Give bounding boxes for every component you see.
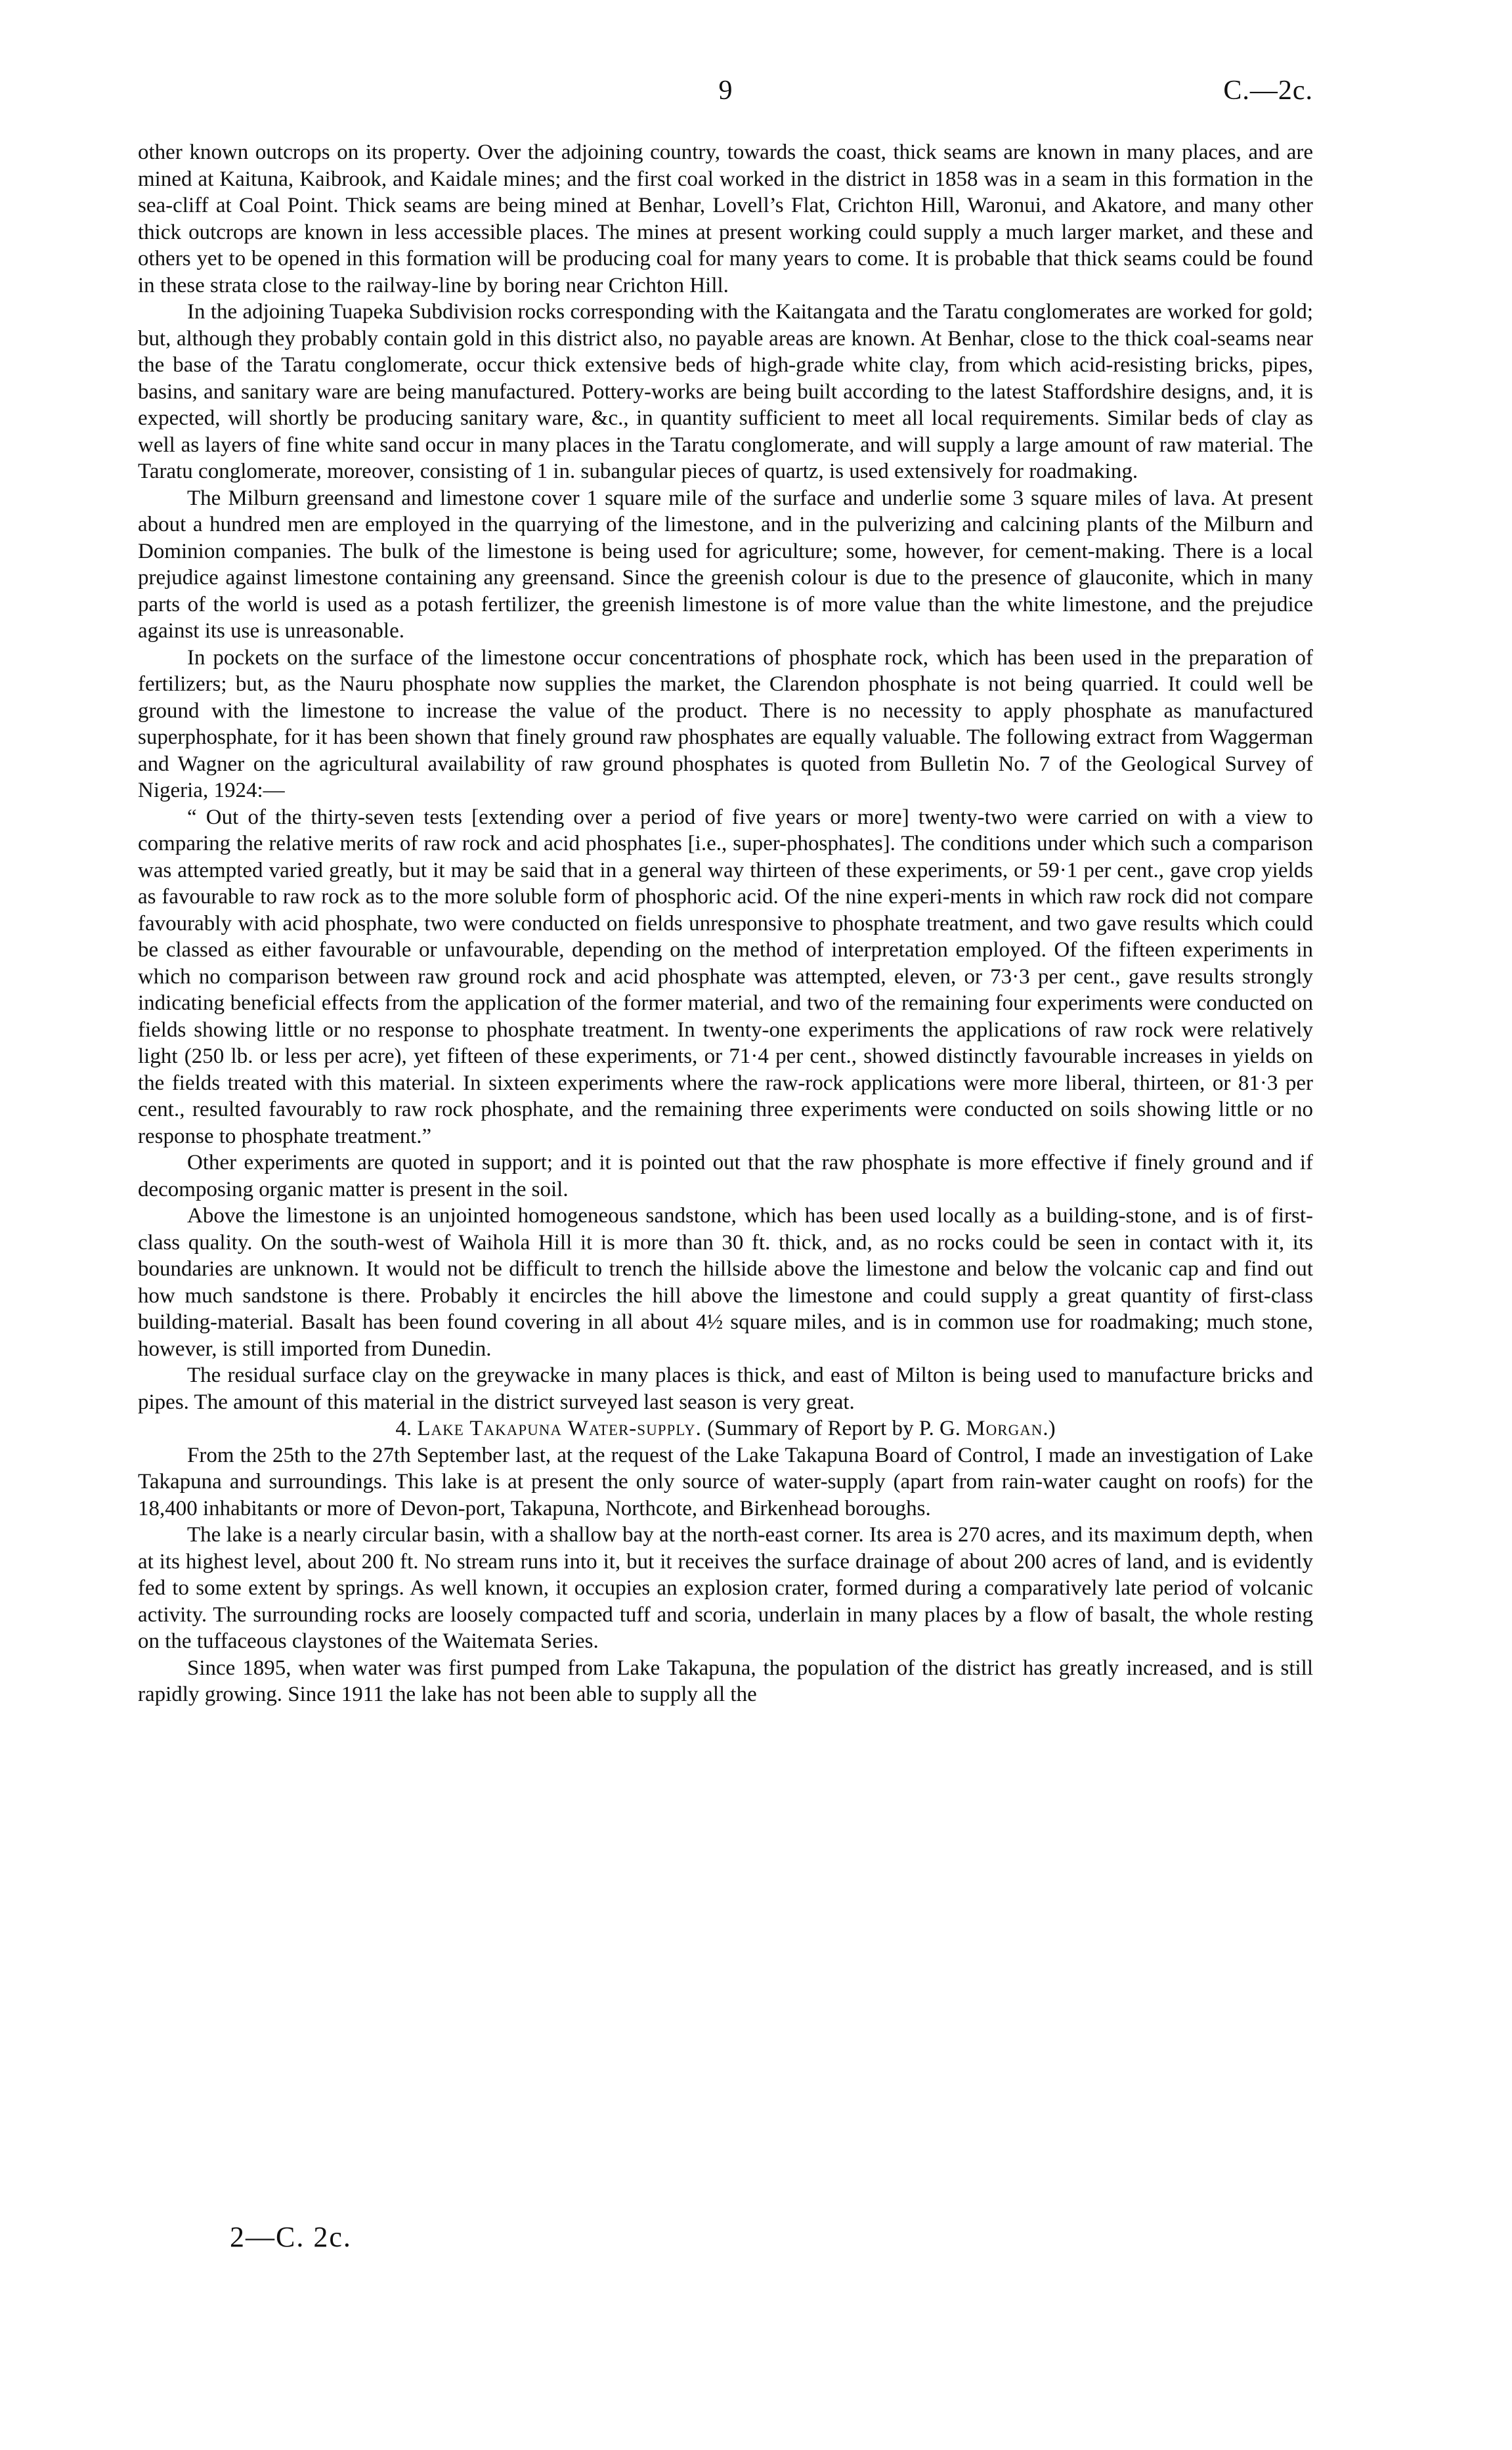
- paragraph-1: other known outcrops on its property. Over the adjoining country, towards the coast, thick seams are known in many places, and are mined at Kaituna, Kaibrook, and Kaidale mines; and the first coal worked in the district in 1858 was in a seam in this formation in the sea-cliff at Coal Point. Thick seams are being mined at Benhar, Lovell’s Flat, Crichton Hill, Waronui, and Akatore, and many other thick outcrops are known in less accessible places. The mines at present working could supply a much larger market, and these and others yet to be opened in this formation will be producing coal for many years to come. It is probable that thick seams could be found in these strata close to the railway-line by boring near Crichton Hill.: [138, 140, 1313, 297]
- paragraph-7: Above the limestone is an unjointed homogeneous sandstone, which has been used locally as a building-stone, and is of first-class quality. On the south-west of Waihola Hill it is more than 30 ft. thick, and, as no rocks could be seen in contact with it, its boundaries are unknown. It would not be difficult to trench the hillside above the limestone and below the volcanic cap and find out how much sandstone is there. Probably it encircles the hill above the limestone and could supply a great quantity of first-class building-material. Basalt has been found covering in all about 4½ square miles, and is in common use for roadmaking; much stone, however, is still imported from Dunedin.: [138, 1204, 1313, 1361]
- page-header: [138, 71, 1313, 110]
- section-number: 4.: [395, 1417, 412, 1440]
- paragraph-4: In pockets on the surface of the limestone occur concentrations of phosphate rock, which has been used in the preparation of fertilizers; but, as the Nauru phosphate now supplies the market, the Clarendon phosphate is not being quarried. It could well be ground with the limestone to increase the value of the product. There is no necessity to apply phosphate as manufactured superphosphate, for it has been shown that finely ground raw phosphates are equally valuable. The following extract from Waggerman and Wagner on the agricultural availability of raw ground phosphates is quoted from Bulletin No. 7 of the Geological Survey of Nigeria, 1924:—: [138, 645, 1313, 802]
- section-paragraph-3: Since 1895, when water was first pumped from Lake Takapuna, the population of the district has greatly increased, and is still rapidly growing. Since 1911 the lake has not been able to supply all the: [138, 1656, 1313, 1706]
- signature-mark: 2—C. 2c.: [230, 2221, 352, 2253]
- body-text: [138, 139, 1313, 1708]
- paragraph-2: In the adjoining Tuapeka Subdivision rocks corresponding with the Kaitangata and the Taratu conglomerates are worked for gold; but, although they probably contain gold in this district also, no payable areas are known. At Benhar, close to the thick coal-seams near the base of the Taratu conglomerate, occur thick extensive beds of high-grade white clay, from which acid-resisting bricks, pipes, basins, and sanitary ware are being manufactured. Pottery-works are being built according to the latest Staffordshire designs, and, it is expected, will shortly be producing sanitary ware, &c., in quantity sufficient to meet all local requirements. Similar beds of clay as well as layers of fine white sand occur in many places in the Taratu conglomerate, and will supply a large amount of raw material. The Taratu conglomerate, moreover, consisting of 1 in. subangular pieces of quartz, is used extensively for roadmaking.: [138, 300, 1313, 483]
- page-number: 9: [718, 75, 733, 106]
- section-title: Lake Takapuna Water-supply.: [417, 1417, 702, 1440]
- section-summary-prefix: (Summary of Report by P. G.: [707, 1417, 961, 1440]
- section-author: Morgan: [966, 1417, 1043, 1440]
- paragraph-3: The Milburn greensand and limestone cover 1 square mile of the surface and underlie some 3 square miles of lava. At present about a hundred men are employed in the quarrying of the limestone, and in the pulverizing and calcining plants of the Milburn and Dominion companies. The bulk of the limestone is being used for agriculture; some, however, for cement-making. There is a local prejudice against limestone containing any greensand. Since the greenish colour is due to the presence of glauconite, which in many parts of the world is used as a potash fertilizer, the greenish limestone is of more value than the white limestone, and the prejudice against its use is unreasonable.: [138, 486, 1313, 643]
- section-summary-suffix: .): [1043, 1417, 1056, 1440]
- quotation-paragraph: “ Out of the thirty-seven tests [extending over a period of five years or more] twenty-two were carried on with a view to comparing the relative merits of raw rock and acid phosphates [i.e., super-phosphates]. The conditions under which such a comparison was attempted varied greatly, but it may be said that in a general way thirteen of these experiments, or 59·1 per cent., gave crop yields as favourable to raw rock as to the more soluble form of phosphoric acid. Of the nine experi-ments in which raw rock did not compare favourably with acid phosphate, two were conducted on fields unresponsive to phosphate treatment, and two gave results which could be classed as either favourable or unfavourable, depending on the method of interpretation employed. Of the fifteen experiments in which no comparison between raw ground rock and acid phosphate was attempted, eleven, or 73·3 per cent., gave results strongly indicating beneficial effects from the application of the former material, and two of the remaining four experiments were conducted on fields showing little or no response to phosphate treatment. In twenty-one experiments the applications of raw rock were relatively light (250 lb. or less per acre), yet fifteen of these experiments, or 71·4 per cent., showed distinctly favourable increases in yields on the fields treated with this material. In sixteen experiments where the raw-rock applications were more liberal, thirteen, or 81·3 per cent., resulted favourably to raw rock phosphate, and the remaining three experiments were conducted on soils showing little or no response to phosphate treatment.”: [138, 805, 1313, 1148]
- paragraph-6: Other experiments are quoted in support; and it is pointed out that the raw phosphate is more effective if finely ground and if decomposing organic matter is present in the soil.: [138, 1151, 1313, 1201]
- section-paragraph-1: From the 25th to the 27th September last, at the request of the Lake Takapuna Board of Control, I made an investigation of Lake Takapuna and surroundings. This lake is at present the only source of water-supply (apart from rain-water caught on roofs) for the 18,400 inhabitants or more of Devon-port, Takapuna, Northcote, and Birkenhead boroughs.: [138, 1443, 1313, 1520]
- section-paragraph-2: The lake is a nearly circular basin, with a shallow bay at the north-east corner. Its area is 270 acres, and its maximum depth, when at its highest level, about 200 ft. No stream runs into it, but it receives the surface drainage of about 200 acres of land, and is evidently fed to some extent by springs. As well known, it occupies an explosion crater, formed during a comparatively late period of volcanic activity. The surrounding rocks are loosely compacted tuff and scoria, underlain in many places by a flow of basalt, the whole resting on the tuffaceous claystones of the Waitemata Series.: [138, 1523, 1313, 1653]
- section-heading: [138, 1415, 1313, 1442]
- document-reference: C.—2c.: [1223, 75, 1313, 106]
- paragraph-8: The residual surface clay on the greywacke in many places is thick, and east of Milton is being used to manufacture bricks and pipes. The amount of this material in the district surveyed last season is very great.: [138, 1364, 1313, 1414]
